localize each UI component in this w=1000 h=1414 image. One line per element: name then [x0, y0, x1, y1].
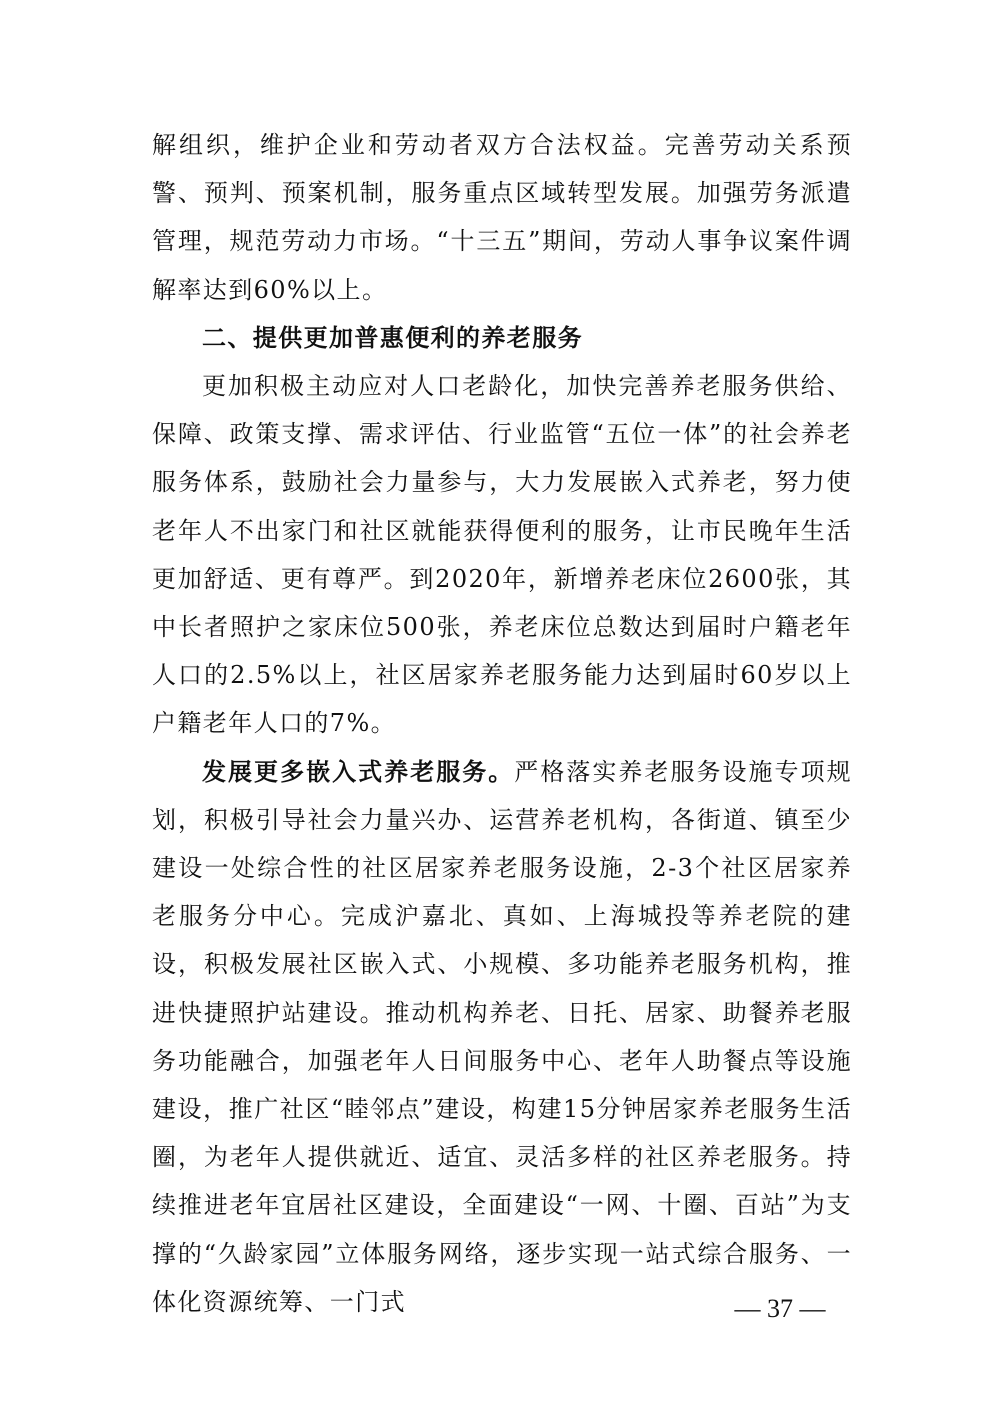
paragraph-embedded-elderly-care: [152, 748, 852, 1326]
section-heading-elderly-care: 二、提供更加普惠便利的养老服务: [202, 323, 583, 352]
page-number: — 37 —: [734, 1294, 826, 1323]
paragraph-labor-relations: 解组织，维护企业和劳动者双方合法权益。完善劳动关系预警、预判、预案机制，服务重点区域转型发展。加强劳务派遣管理，规范劳动力市场。“十三五”期间，劳动人事争议案件调解率达到60%以上。: [152, 131, 852, 304]
page-body: [152, 121, 852, 1326]
paragraph-elderly-care-goals: 更加积极主动应对人口老龄化，加快完善养老服务供给、保障、政策支撑、需求评估、行业监管“五位一体”的社会养老服务体系，鼓励社会力量参与，大力发展嵌入式养老，努力使老年人不出家门和社区就能获得便利的服务，让市民晚年生活更加舒适、更有尊严。到2020年，新增养老床位2600张，其中长者照护之家床位500张，养老床位总数达到届时户籍老年人口的2.5%以上，社区居家养老服务能力达到届时60岁以上户籍老年人口的7%。: [152, 372, 852, 738]
paragraph-body-text: 严格落实养老服务设施专项规划，积极引导社会力量兴办、运营养老机构，各街道、镇至少建设一处综合性的社区居家养老服务设施，2-3个社区居家养老服务分中心。完成沪嘉北、真如、上海城投等养老院的建设，积极发展社区嵌入式、小规模、多功能养老服务机构，推进快捷照护站建设。推动机构养老、日托、居家、助餐养老服务功能融合，加强老年人日间服务中心、老年人助餐点等设施建设，推广社区“睦邻点”建设，构建15分钟居家养老服务生活圈，为老年人提供就近、适宜、灵活多样的社区养老服务。持续推进老年宜居社区建设，全面建设“一网、十圈、百站”为支撑的“久龄家园”立体服务网络，逐步实现一站式综合服务、一体化资源统筹、一门式: [152, 757, 852, 1316]
paragraph-lead-bold: 发展更多嵌入式养老服务。: [202, 757, 515, 786]
